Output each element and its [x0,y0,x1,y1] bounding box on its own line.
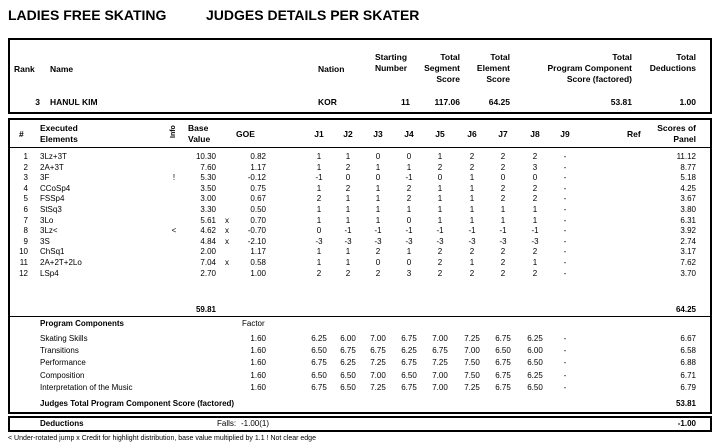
starting-header: Starting Number [374,52,408,73]
element-judge-3: -3 [374,236,382,246]
element-judge-6: 1 [469,215,475,225]
element-bonus-mark: x [225,226,229,236]
element-judge-1: 1 [316,247,322,257]
component-name: Composition [40,370,85,380]
rank-header: Rank [14,64,35,74]
element-judge-4: 0 [406,258,412,267]
element-judge-4: -1 [405,173,413,183]
element-code: CCoSp4 [40,183,71,193]
element-goe: 0.67 [250,194,266,204]
title-right: JUDGES DETAILS PER SKATER [206,7,420,23]
judge-header-5: J5 [435,129,445,139]
component-judge-5: 7.00 [432,370,448,380]
skater-starting: 11 [401,97,410,107]
component-judge-4: 6.75 [401,358,417,368]
element-judge-4: 2 [406,183,412,193]
title-left: LADIES FREE SKATING [8,7,167,23]
element-number: 4 [23,183,28,193]
skater-name: HANUL KIM [50,97,98,107]
component-judge-2: 6.00 [340,334,356,343]
element-judge-4: 3 [406,268,412,278]
element-number: 1 [23,152,28,161]
element-code: 3Lz+3T [40,152,67,161]
element-judge-2: 1 [345,247,351,257]
element-judge-6: 2 [469,152,475,161]
element-judge-7: 2 [500,194,506,204]
element-code: 3S [40,236,50,246]
component-judge-2: 6.25 [340,358,356,368]
element-judge-6: -3 [468,236,476,246]
element-info: < [171,226,177,236]
element-judge-7: -1 [499,226,507,236]
deductions-header: Total Deductions [649,52,696,73]
footnote: < Under-rotated jump x Credit for highlight distribution, base value multiplied by 1.1 ! Not clear edge [8,435,316,442]
element-goe: 1.17 [250,247,266,257]
goe-header: GOE [236,129,255,139]
element-judge-1: 0 [316,226,322,236]
element-judge-7: 2 [500,152,506,161]
element-judge-2: 1 [345,215,351,225]
element-judge-8: 2 [532,183,538,193]
element-judge-4: -1 [405,226,413,236]
element-judge-8: 2 [532,247,538,257]
component-judge-9: - [563,382,567,392]
element-judge-3: 2 [375,268,381,278]
component-judge-5: 6.75 [432,346,448,356]
falls-label: Falls: [217,419,237,428]
element-judge-9: - [563,215,567,225]
element-judge-3: 1 [375,205,381,214]
element-judge-5: 1 [437,215,443,225]
element-judge-9: - [563,226,567,236]
element-judge-2: 1 [345,194,351,204]
element-judge-3: 1 [375,194,381,204]
element-base-value: 2.70 [200,268,216,278]
element-code: FSSp4 [40,194,65,204]
name-header: Name [50,64,74,74]
component-judge-4: 6.25 [401,346,417,356]
component-panel-score: 6.79 [680,382,696,392]
element-judge-3: 1 [375,162,381,172]
element-judge-2: 2 [345,268,351,278]
element-goe: 0.58 [250,258,266,267]
judge-header-6: J6 [467,129,477,139]
element-bonus-mark: x [225,258,229,267]
component-factor: 1.60 [250,370,266,380]
element-judge-2: -3 [344,236,352,246]
component-name: Skating Skills [40,334,88,343]
component-judge-1: 6.75 [311,382,327,392]
element-judge-7: 2 [500,162,506,172]
component-factor: 1.60 [250,346,266,356]
element-judge-1: 1 [316,183,322,193]
component-judge-8: 6.00 [527,346,543,356]
element-base-value: 3.30 [200,205,216,214]
element-judge-3: 2 [375,247,381,257]
judge-header-3: J3 [373,129,383,139]
component-judge-3: 7.00 [370,334,386,343]
element-bonus-mark: x [225,215,229,225]
scores-header: Scores of Panel [657,123,696,144]
element-judge-6: 2 [469,162,475,172]
element-judge-2: 1 [345,258,351,267]
element-panel-score: 2.74 [680,236,696,246]
element-judge-1: 2 [316,194,322,204]
element-judge-3: 0 [375,173,381,183]
element-judge-9: - [563,162,567,172]
judge-header-8: J8 [530,129,540,139]
pcs-total-label: Judges Total Program Component Score (factored) [40,399,235,408]
element-judge-9: - [563,152,567,161]
element-base-value: 3.50 [200,183,216,193]
component-judge-6: 7.25 [464,382,480,392]
elements-score-total: 64.25 [675,305,696,314]
element-base-value: 7.60 [200,162,216,172]
element-judge-7: 2 [500,247,506,257]
component-judge-2: 6.50 [340,370,356,380]
nation-header: Nation [318,64,345,74]
component-judge-8: 6.25 [527,370,543,380]
element-number: 10 [19,247,28,257]
element-goe: 0.70 [250,215,266,225]
element-code: 3Lz< [40,226,58,236]
element-judge-4: 0 [406,215,412,225]
deductions-label: Deductions [40,419,84,428]
info-header: Info [170,125,177,138]
element-judge-7: 1 [500,215,506,225]
element-judge-6: 1 [469,205,475,214]
element-number: 5 [23,194,28,204]
element-judge-8: 1 [532,258,538,267]
element-judge-3: 1 [375,183,381,193]
elements-header: Executed Elements [40,123,78,144]
component-judge-7: 6.75 [495,334,511,343]
element-number: 2 [23,162,28,172]
component-judge-6: 7.00 [464,346,480,356]
skater-tss: 117.06 [434,97,460,107]
element-judge-9: - [563,236,567,246]
details-header-separator [10,147,710,148]
element-code: 2A+2T+2Lo [40,258,82,267]
element-judge-8: -3 [531,236,539,246]
component-judge-7: 6.75 [495,370,511,380]
pcs-header: Total Program Component Score (factored) [547,52,632,84]
element-judge-6: 1 [469,194,475,204]
element-number: 9 [23,236,28,246]
element-base-value: 4.84 [200,236,216,246]
element-judge-1: 1 [316,162,322,172]
element-judge-3: 0 [375,152,381,161]
element-judge-2: 1 [345,152,351,161]
element-judge-5: 1 [437,194,443,204]
component-judge-9: - [563,346,567,356]
element-judge-5: -1 [436,226,444,236]
element-judge-1: 1 [316,152,322,161]
element-judge-7: 2 [500,183,506,193]
element-panel-score: 3.92 [680,226,696,236]
element-judge-4: 1 [406,205,412,214]
element-judge-7: -3 [499,236,507,246]
element-judge-1: 2 [316,268,322,278]
element-judge-8: -1 [531,226,539,236]
judge-header-9: J9 [560,129,570,139]
element-goe: 1.17 [250,162,266,172]
component-judge-9: - [563,358,567,368]
element-judge-9: - [563,247,567,257]
element-judge-4: -3 [405,236,413,246]
element-code: LSp4 [40,268,59,278]
element-judge-5: -3 [436,236,444,246]
tss-header: Total Segment Score [424,52,460,84]
element-base-value: 5.61 [200,215,216,225]
element-judge-5: 1 [437,152,443,161]
element-judge-9: - [563,183,567,193]
component-name: Performance [40,358,86,368]
component-judge-9: - [563,370,567,380]
component-judge-8: 6.50 [527,382,543,392]
element-judge-6: 1 [469,173,475,183]
element-judge-4: 1 [406,247,412,257]
component-judge-3: 6.75 [370,346,386,356]
element-judge-5: 2 [437,258,443,267]
component-panel-score: 6.71 [680,370,696,380]
element-judge-9: - [563,205,567,214]
element-judge-4: 2 [406,194,412,204]
element-goe: -0.12 [247,173,266,183]
element-judge-6: 1 [469,258,475,267]
element-judge-8: 1 [532,205,538,214]
element-judge-1: 1 [316,258,322,267]
element-judge-1: -3 [315,236,323,246]
element-judge-5: 2 [437,268,443,278]
skater-nation: KOR [318,97,337,107]
skater-rank: 3 [35,97,40,107]
component-name: Interpretation of the Music [40,382,133,392]
element-judge-9: - [563,258,567,267]
pcs-total-value: 53.81 [675,399,696,408]
component-panel-score: 6.58 [680,346,696,356]
element-judge-4: 0 [406,152,412,161]
component-judge-4: 6.75 [401,334,417,343]
element-code: 3F [40,173,50,183]
totals-separator [10,316,710,317]
element-judge-4: 1 [406,162,412,172]
component-judge-2: 6.75 [340,346,356,356]
component-judge-6: 7.50 [464,370,480,380]
component-judge-6: 7.50 [464,358,480,368]
element-goe: 1.00 [250,268,266,278]
element-judge-7: 0 [500,173,506,183]
element-judge-9: - [563,268,567,278]
component-judge-1: 6.50 [311,346,327,356]
element-number: 11 [19,258,28,267]
element-judge-2: 0 [345,173,351,183]
component-judge-4: 6.75 [401,382,417,392]
ref-header: Ref [627,129,641,139]
element-judge-5: 1 [437,205,443,214]
component-factor: 1.60 [250,358,266,368]
judge-header-1: J1 [314,129,324,139]
base-total: 59.81 [195,305,216,314]
element-judge-6: -1 [468,226,476,236]
element-panel-score: 6.31 [680,215,696,225]
element-panel-score: 5.18 [680,173,696,183]
element-panel-score: 7.62 [680,258,696,267]
element-goe: 0.82 [250,152,266,161]
component-judge-5: 7.00 [432,334,448,343]
element-judge-3: 0 [375,258,381,267]
element-number: 8 [23,226,28,236]
deductions-total: -1.00 [677,419,696,428]
component-judge-1: 6.50 [311,370,327,380]
base-header: Base Value [188,123,211,144]
element-panel-score: 4.25 [680,183,696,193]
element-judge-8: 0 [532,173,538,183]
element-judge-1: -1 [315,173,323,183]
element-judge-3: -1 [374,226,382,236]
element-number: 3 [23,173,28,183]
element-base-value: 2.00 [200,247,216,257]
element-code: ChSq1 [40,247,65,257]
element-goe: 0.50 [250,205,266,214]
component-panel-score: 6.67 [680,334,696,343]
element-judge-8: 1 [532,215,538,225]
element-judge-9: - [563,194,567,204]
element-code: StSq3 [40,205,62,214]
component-judge-3: 7.25 [370,382,386,392]
element-judge-2: 2 [345,183,351,193]
element-judge-8: 2 [532,194,538,204]
element-judge-2: -1 [344,226,352,236]
tes-header: Total Element Score [476,52,510,84]
element-judge-5: 2 [437,162,443,172]
component-judge-5: 7.25 [432,358,448,368]
element-judge-7: 2 [500,258,506,267]
component-judge-9: - [563,334,567,343]
element-judge-3: 1 [375,215,381,225]
element-judge-6: 1 [469,183,475,193]
component-judge-3: 7.25 [370,358,386,368]
element-judge-7: 1 [500,205,506,214]
judge-header-7: J7 [498,129,508,139]
skater-deductions: 1.00 [679,97,696,107]
component-factor: 1.60 [250,334,266,343]
component-judge-7: 6.75 [495,358,511,368]
element-panel-score: 3.80 [680,205,696,214]
component-judge-6: 7.25 [464,334,480,343]
element-panel-score: 3.67 [680,194,696,204]
element-judge-5: 0 [437,173,443,183]
component-judge-8: 6.25 [527,334,543,343]
element-base-value: 4.62 [200,226,216,236]
element-judge-8: 2 [532,268,538,278]
element-judge-5: 2 [437,247,443,257]
element-bonus-mark: x [225,236,229,246]
element-base-value: 5.30 [200,173,216,183]
element-judge-6: 2 [469,268,475,278]
element-panel-score: 11.12 [676,152,696,161]
element-panel-score: 3.70 [680,268,696,278]
element-base-value: 7.04 [200,258,216,267]
num-header: # [19,129,24,139]
element-code: 2A+3T [40,162,64,172]
element-number: 6 [23,205,28,214]
element-judge-5: 1 [437,183,443,193]
component-factor: 1.60 [250,382,266,392]
element-code: 3Lo [40,215,54,225]
deductions-box [8,416,712,432]
element-judge-7: 2 [500,268,506,278]
component-name: Transitions [40,346,79,356]
judge-header-2: J2 [343,129,353,139]
element-base-value: 10.30 [195,152,216,161]
components-header: Program Components [40,319,125,328]
element-judge-2: 1 [345,205,351,214]
element-goe: 0.75 [250,183,266,193]
component-judge-5: 7.00 [432,382,448,392]
element-judge-8: 2 [532,152,538,161]
element-number: 12 [19,268,28,278]
element-info: ! [172,173,176,183]
element-goe: -0.70 [247,226,266,236]
element-judge-9: - [563,173,567,183]
component-judge-7: 6.50 [495,346,511,356]
details-box [8,118,712,414]
component-judge-1: 6.75 [311,358,327,368]
element-panel-score: 3.17 [680,247,696,257]
factor-header: Factor [242,319,265,328]
element-judge-1: 1 [316,215,322,225]
element-judge-2: 2 [345,162,351,172]
component-judge-8: 6.50 [527,358,543,368]
component-panel-score: 6.88 [680,358,696,368]
element-judge-8: 3 [532,162,538,172]
element-judge-1: 1 [316,205,322,214]
skater-pcs: 53.81 [610,97,632,107]
element-panel-score: 8.77 [680,162,696,172]
component-judge-4: 6.50 [401,370,417,380]
judge-header-4: J4 [404,129,414,139]
element-base-value: 3.00 [200,194,216,204]
component-judge-7: 6.75 [495,382,511,392]
component-judge-1: 6.25 [311,334,327,343]
element-number: 7 [23,215,28,225]
component-judge-3: 7.00 [370,370,386,380]
skater-tes: 64.25 [488,97,510,107]
falls-value: -1.00(1) [241,419,270,428]
component-judge-2: 6.50 [340,382,356,392]
element-judge-6: 2 [469,247,475,257]
element-goe: -2.10 [247,236,266,246]
